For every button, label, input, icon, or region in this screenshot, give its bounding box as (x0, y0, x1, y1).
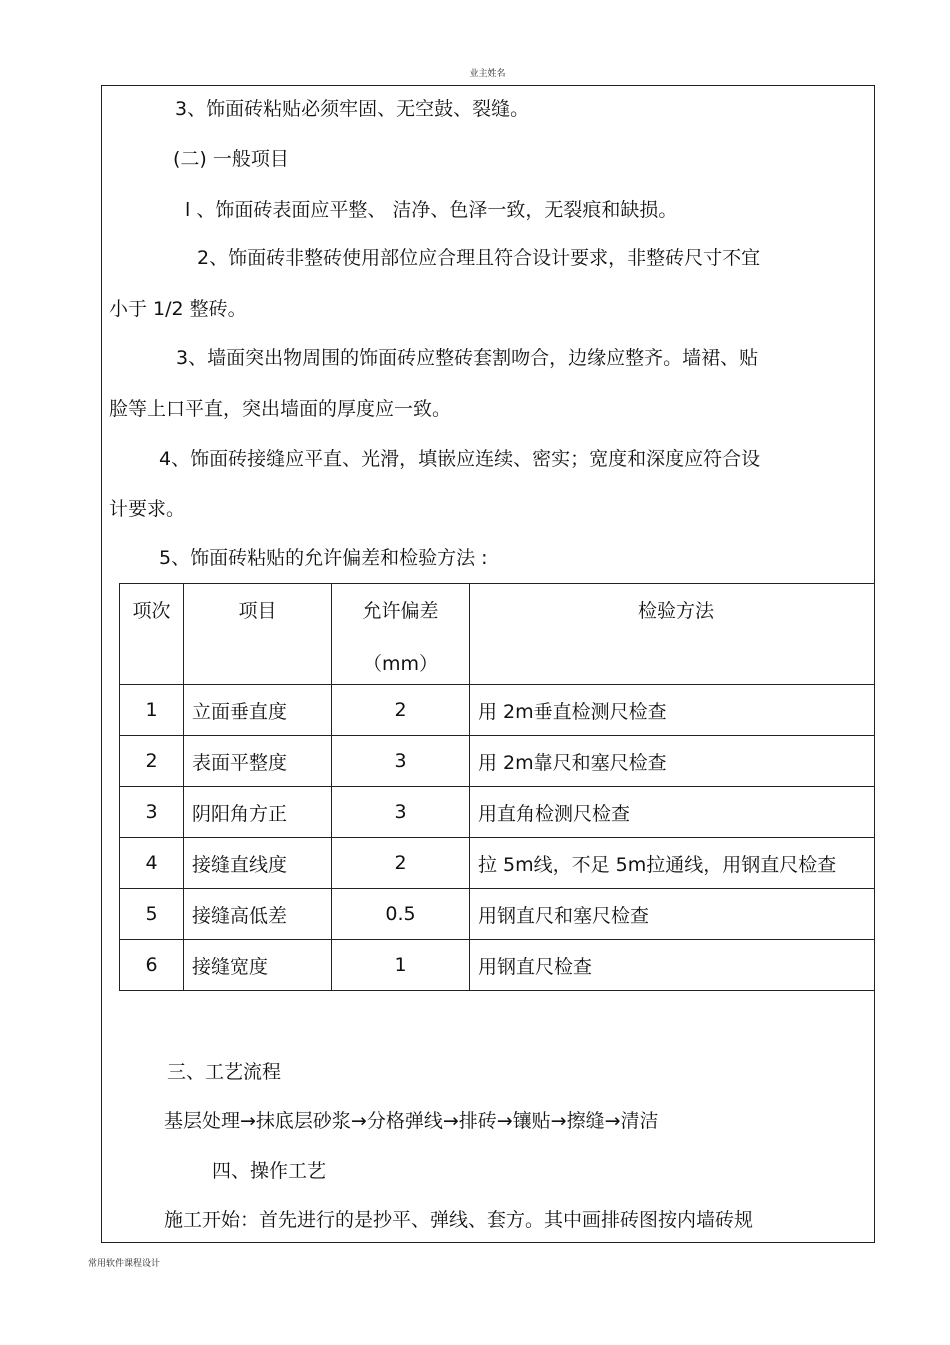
row-idx: 3 (120, 787, 184, 838)
general-item-1: l 、饰面砖表面应平整、 洁净、色泽一致，无裂痕和缺损。 (185, 199, 678, 221)
table-row (120, 940, 875, 991)
row-tolerance: 1 (332, 940, 470, 991)
table-header-row (120, 584, 875, 685)
section-4-text: 施工开始：首先进行的是抄平、弹线、套方。其中画排砖图按内墙砖规 (164, 1209, 754, 1231)
row-idx: 1 (120, 685, 184, 736)
row-method: 用钢直尺检查 (470, 940, 875, 991)
row-idx: 4 (120, 838, 184, 889)
general-items-heading: (二) 一般项目 (173, 148, 289, 170)
general-item-4-line1: 4、饰面砖接缝应平直、光滑，填嵌应连续、密实；宽度和深度应符合设 (159, 448, 761, 470)
header-tolerance (332, 584, 470, 685)
row-item: 接缝直线度 (184, 838, 332, 889)
section-3-title: 三、工艺流程 (167, 1061, 282, 1083)
general-item-2-line2: 小于 1/2 整砖。 (109, 298, 247, 320)
header-idx: 项次 (120, 584, 184, 685)
row-item: 立面垂直度 (184, 685, 332, 736)
row-method: 拉 5m线，不足 5m拉通线，用钢直尺检查 (470, 838, 875, 889)
general-item-3-line1: 3、墙面突出物周围的饰面砖应整砖套割吻合，边缘应整齐。墙裙、贴 (176, 347, 759, 369)
row-tolerance: 2 (332, 838, 470, 889)
row-item: 接缝高低差 (184, 889, 332, 940)
table-row (120, 787, 875, 838)
row-idx: 5 (120, 889, 184, 940)
header-item: 项目 (184, 584, 332, 685)
row-idx: 6 (120, 940, 184, 991)
row-tolerance: 3 (332, 787, 470, 838)
row-idx: 2 (120, 736, 184, 787)
row-method: 用 2m垂直检测尺检查 (470, 685, 875, 736)
row-item: 表面平整度 (184, 736, 332, 787)
row-method: 用 2m靠尺和塞尺检查 (470, 736, 875, 787)
table-row (120, 736, 875, 787)
row-method: 用钢直尺和塞尺检查 (470, 889, 875, 940)
table-row (120, 889, 875, 940)
row-item: 接缝宽度 (184, 940, 332, 991)
row-method: 用直角检测尺检查 (470, 787, 875, 838)
row-tolerance: 2 (332, 685, 470, 736)
section-4-title: 四、操作工艺 (212, 1160, 327, 1182)
general-item-4-line2: 计要求。 (109, 498, 186, 520)
row-tolerance: 0.5 (332, 889, 470, 940)
general-item-5: 5、饰面砖粘贴的允许偏差和检验方法 : (159, 547, 488, 569)
table-row (120, 838, 875, 889)
general-item-2-line1: 2、饰面砖非整砖使用部位应合理且符合设计要求，非整砖尺寸不宜 (197, 247, 761, 269)
header-method: 检验方法 (470, 584, 875, 685)
general-item-3-line2: 脸等上口平直，突出墙面的厚度应一致。 (109, 398, 452, 420)
header-tolerance-label: 允许偏差 (362, 600, 439, 622)
row-tolerance: 3 (332, 736, 470, 787)
header-tolerance-unit: （mm） (362, 653, 439, 675)
row-item: 阴阳角方正 (184, 787, 332, 838)
table-row (120, 685, 875, 736)
tolerance-table (119, 583, 875, 991)
process-flow: 基层处理→抹底层砂浆→分格弹线→排砖→镶贴→擦缝→清洁 (164, 1110, 659, 1132)
main-item-3: 3、饰面砖粘贴必须牢固、无空鼓、裂缝。 (175, 98, 530, 120)
footer-label: 常用软件课程设计 (88, 1259, 161, 1269)
owner-name-label: 业主姓名 (469, 69, 506, 79)
